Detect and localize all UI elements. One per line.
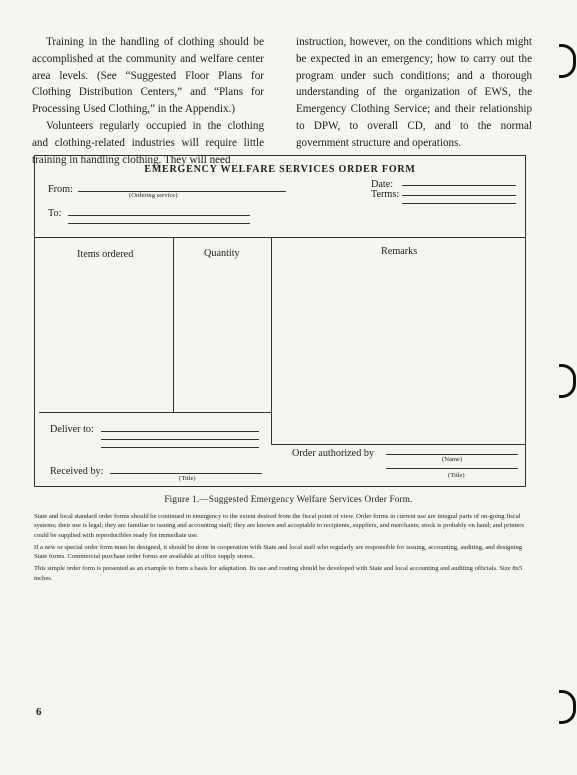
order-form bbox=[34, 155, 526, 487]
authorized-name-field[interactable] bbox=[386, 454, 518, 455]
deliver-to-line-3[interactable] bbox=[101, 447, 259, 448]
date-field[interactable] bbox=[402, 185, 516, 186]
title-label-right: (Title) bbox=[448, 472, 465, 479]
ordering-service-label: (Ordering service) bbox=[129, 192, 178, 199]
to-field-line-1[interactable] bbox=[68, 215, 250, 216]
to-label: To: bbox=[48, 208, 62, 219]
to-field-line-2[interactable] bbox=[68, 223, 250, 224]
name-label: (Name) bbox=[442, 456, 463, 463]
header-divider bbox=[35, 237, 525, 238]
figure-caption: Figure 1.—Suggested Emergency Welfare Services Order Form. bbox=[164, 494, 413, 504]
paragraph-instruction: instruction, however, on the conditions which might be expected in an emergency; how to carry out the program under such conditions; and a thorough understanding of the organization of EWS, the Emergency Clothing Service; and their relationship to DPW, to overall CD, and to the normal government structure and operations. bbox=[296, 36, 532, 149]
order-authorized-label: Order authorized by bbox=[292, 448, 375, 459]
form-notes bbox=[34, 512, 534, 586]
note-simple-form: This simple order form is presented as an example to form a basis for adaptation. Its use and routing should be developed with State and local accounting and auditing officials. Size 8x5 inches. bbox=[34, 565, 523, 582]
quantity-header: Quantity bbox=[204, 248, 240, 259]
binder-hole-middle bbox=[559, 364, 576, 398]
binder-hole-top bbox=[559, 44, 576, 78]
deliver-to-line-2[interactable] bbox=[101, 439, 259, 440]
deliver-to-line-1[interactable] bbox=[101, 431, 259, 432]
terms-label: Terms: bbox=[371, 189, 400, 200]
binder-hole-bottom bbox=[559, 690, 576, 724]
received-by-label: Received by: bbox=[50, 466, 104, 477]
note-new-forms: If a new or special order form must be designed, it should be done in cooperation with State and local staff who regularly are responsible for issuing, accounting, auditing, and designing State forms. Commercial purchase order forms are available at office supply stores. bbox=[34, 543, 523, 561]
title-label-left: (Title) bbox=[179, 475, 196, 482]
items-quantity-divider bbox=[173, 237, 174, 412]
date-label: Date: bbox=[371, 179, 394, 190]
terms-field-line-1[interactable] bbox=[402, 195, 516, 196]
quantity-remarks-divider bbox=[271, 237, 272, 445]
note-standard-forms: State and local standard order forms should be continued in emergency to the extent desired from the fiscal point of view. Order forms in current use are integral parts of on-going fiscal systems; their use is legal; they are familiar to issuing and accounting staff; they are known and acceptable to recipients, suppliers, and merchants; stock is probably on hand; and printers could be supplied with reproducibles ready for immediate use. bbox=[34, 513, 525, 539]
paragraph-training: Training in the handling of clothing should be accomplished at the community and welfare center area levels. (See “Suggested Floor Plans for Clothing Distribution Centers,” and “Plans for Processing Used Clothing,” in the Appendix.) bbox=[32, 36, 264, 116]
page-number: 6 bbox=[36, 706, 42, 718]
items-ordered-header: Items ordered bbox=[77, 249, 134, 260]
paragraph-volunteers: Volunteers regularly occupied in the clothing and clothing-related industries will require little training in handling clothing. They will need bbox=[32, 119, 264, 166]
terms-field-line-2[interactable] bbox=[402, 203, 516, 204]
remarks-header: Remarks bbox=[381, 246, 418, 257]
received-by-field[interactable] bbox=[110, 473, 262, 474]
authorized-title-field[interactable] bbox=[386, 468, 518, 469]
remarks-bottom-divider bbox=[271, 444, 525, 445]
left-text-column bbox=[32, 34, 264, 168]
from-label: From: bbox=[48, 184, 73, 195]
deliver-to-label: Deliver to: bbox=[50, 424, 94, 435]
from-field[interactable] bbox=[78, 191, 286, 192]
items-bottom-divider bbox=[39, 412, 271, 413]
form-title: EMERGENCY WELFARE SERVICES ORDER FORM bbox=[144, 164, 416, 175]
right-text-column bbox=[296, 34, 532, 152]
